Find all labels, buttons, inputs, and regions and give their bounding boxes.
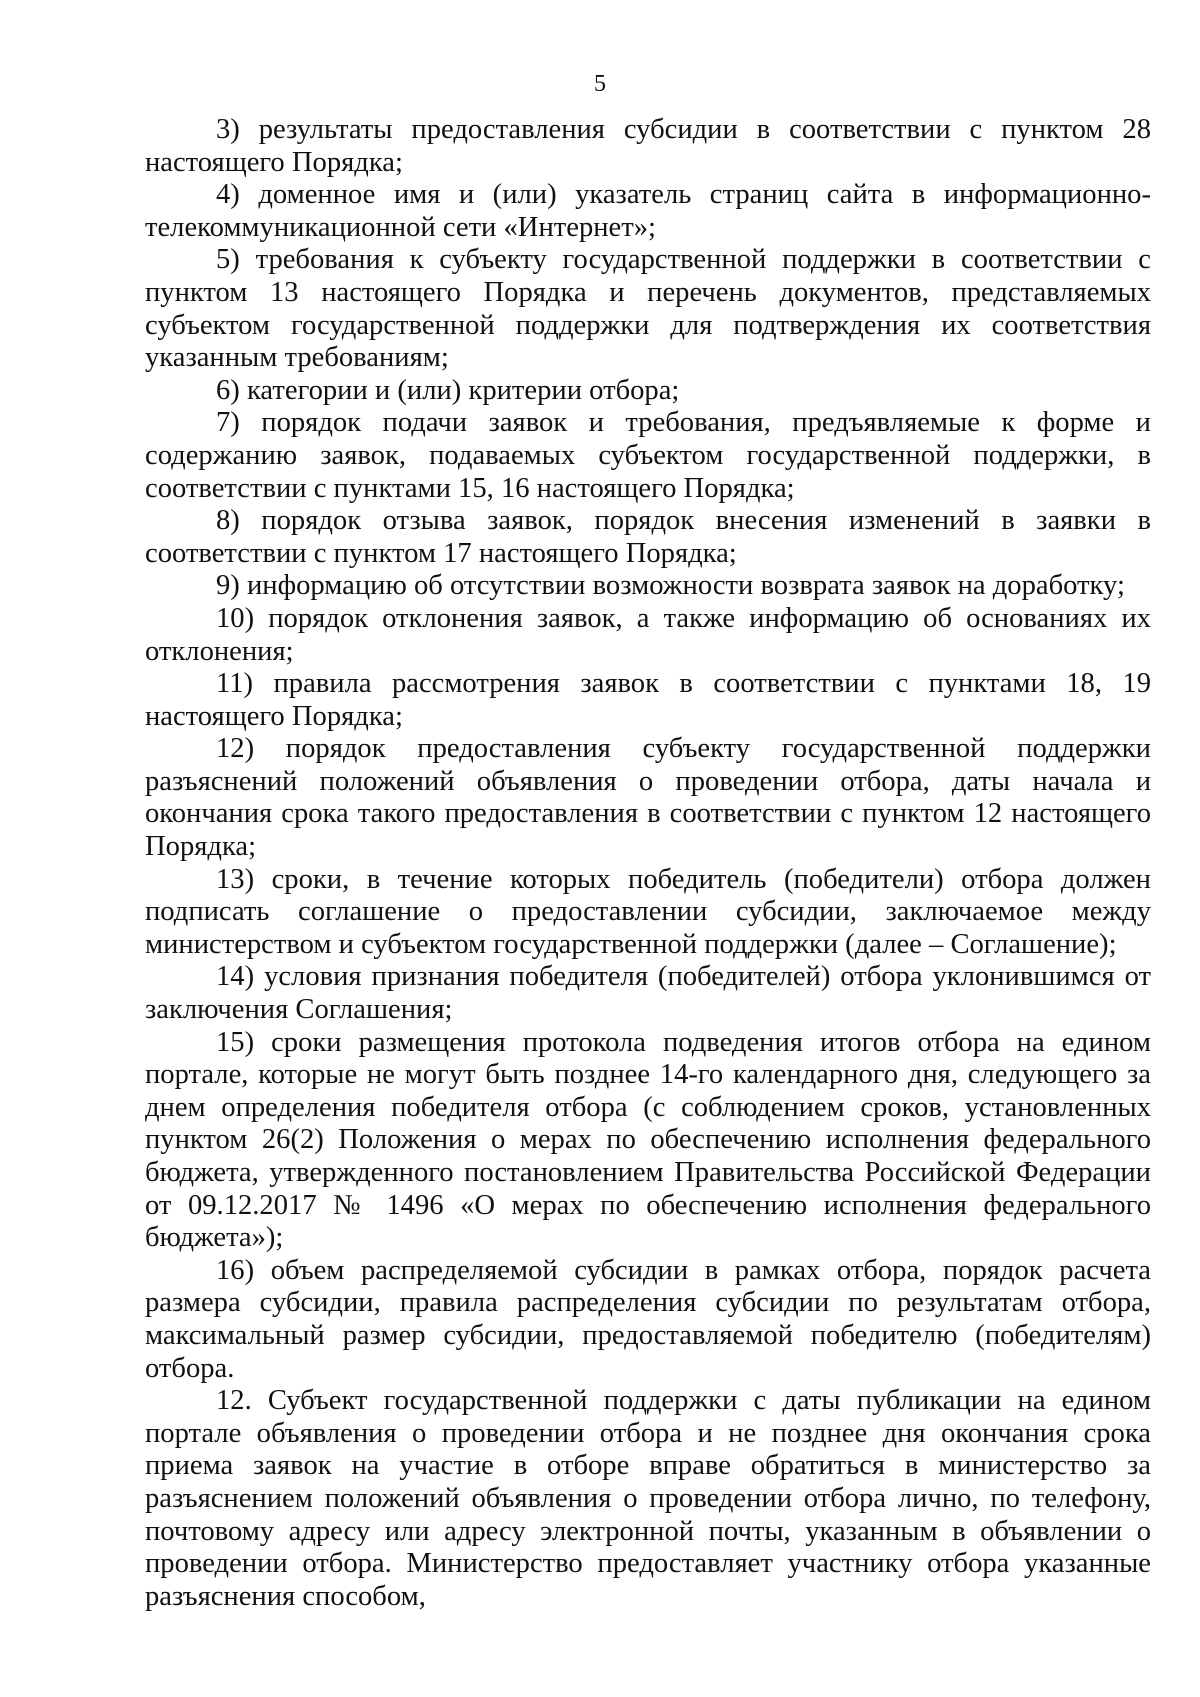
list-item-3-results: 3) результаты предоставления субсидии в соответствии с пунктом 28 настоящего Порядка;: [145, 114, 1151, 178]
list-item-11-review-rules: 11) правила рассмотрения заявок в соответствии с пунктами 18, 19 настоящего Порядка;: [145, 668, 1151, 732]
list-item-15-protocol-terms: 15) сроки размещения протокола подведения итогов отбора на едином портале, которые не могут быть позднее 14-го календарного дня, следующего за днем определения победителя отбора (с соблюдением сроков, установленных пунктом 26(2) Положения о мерах по обеспечению исполнения федерального бюджета, утвержденного постановлением Правительства Российской Федерации от 09.12.2017 № 1496 «О мерах по обеспечению исполнения федерального бюджета»);: [145, 1026, 1151, 1254]
list-item-14-evasion-conditions: 14) условия признания победителя (победителей) отбора уклонившимся от заключения Соглашения;: [145, 961, 1151, 1026]
section-12-clarification-request: 12. Субъект государственной поддержки с даты публикации на едином портале объявления о проведении отбора и не позднее дня окончания срока приема заявок на участие в отборе вправе обратиться в министерство за разъяснением положений объявления о проведении отбора лично, по телефону, почтовому адресу или адресу электронной почты, указанным в объявлении о проведении отбора. Министерство предоставляет участнику отбора указанные разъяснения способом,: [145, 1385, 1151, 1612]
list-item-7-submission-order: 7) порядок подачи заявок и требования, предъявляемые к форме и содержанию заявок, подаваемых субъектом государственной поддержки, в соответствии с пунктами 15, 16 настоящего Порядка;: [145, 407, 1151, 504]
list-item-5-requirements: 5) требования к субъекту государственной поддержки в соответствии с пунктом 13 настоящего Порядка и перечень документов, представляемых субъектом государственной поддержки для подтверждения их соответствия указанным требованиям;: [145, 244, 1151, 374]
list-item-12-clarifications: 12) порядок предоставления субъекту государственной поддержки разъяснений положений объявления о проведении отбора, даты начала и окончания срока такого предоставления в соответствии с пунктом 12 настоящего Порядка;: [145, 733, 1151, 863]
list-item-16-subsidy-volume: 16) объем распределяемой субсидии в рамках отбора, порядок расчета размера субсидии, правила распределения субсидии по результатам отбора, максимальный размер субсидии, предоставляемой победителю (победителям) отбора.: [145, 1254, 1151, 1384]
page-number: 5: [594, 71, 606, 97]
list-item-6-criteria: 6) категории и (или) критерии отбора;: [216, 374, 680, 406]
list-item-13-signing-terms: 13) сроки, в течение которых победитель (победители) отбора должен подписать соглашение о предоставлении субсидии, заключаемое между министерством и субъектом государственной поддержки (далее – Соглашение);: [145, 863, 1151, 960]
list-item-9-no-return: 9) информацию об отсутствии возможности возврата заявок на доработку;: [216, 570, 1125, 602]
list-item-8-withdrawal-order: 8) порядок отзыва заявок, порядок внесения изменений в заявки в соответствии с пунктом 17 настоящего Порядка;: [145, 505, 1151, 569]
list-item-4-domain-name: 4) доменное имя и (или) указатель страниц сайта в информационно-телекоммуникационной сети «Интернет»;: [145, 179, 1151, 243]
document-body: [145, 114, 1151, 1613]
list-item-10-rejection-order: 10) порядок отклонения заявок, а также информацию об основаниях их отклонения;: [145, 602, 1151, 667]
